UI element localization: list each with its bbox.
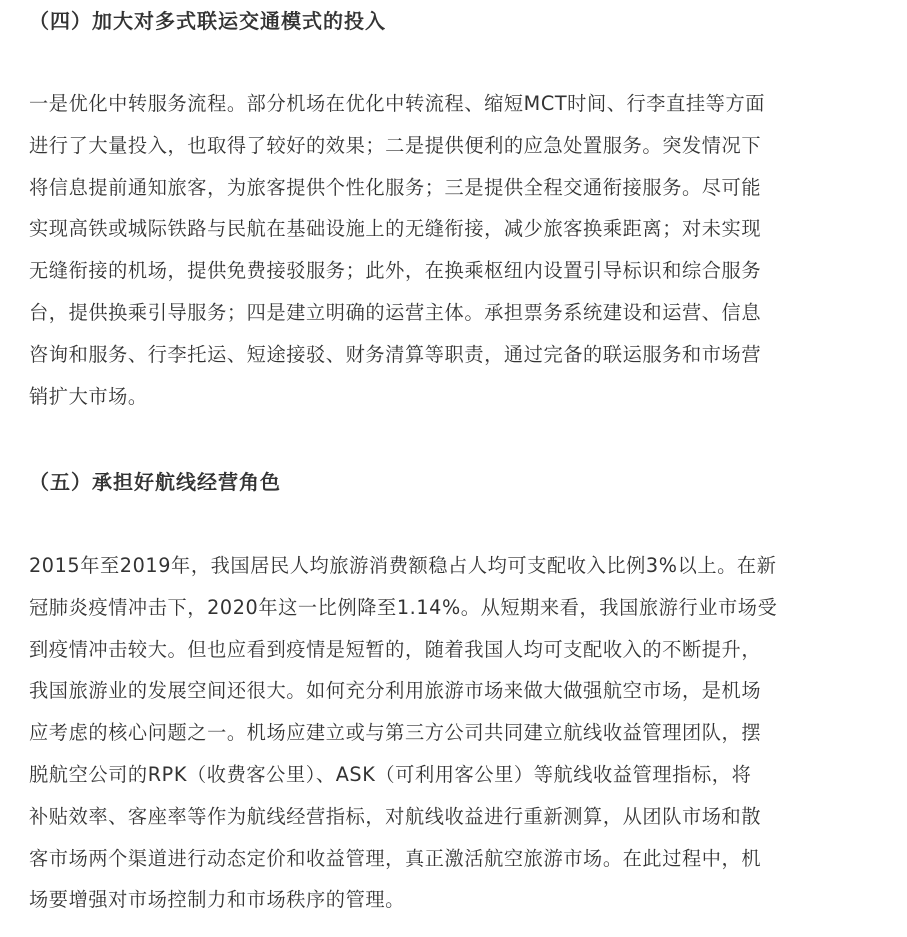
- section-paragraph-5: [29, 545, 875, 921]
- paragraph-line: 2015年至2019年，我国居民人均旅游消费额稳占人均可支配收入比例3%以上。在新: [29, 554, 777, 577]
- paragraph-line: 到疫情冲击较大。但也应看到疫情是短暂的，随着我国人均可支配收入的不断提升，: [29, 637, 762, 661]
- section-paragraph-4: [29, 83, 875, 417]
- paragraph-line: 冠肺炎疫情冲击下，2020年这一比例降至1.14%。从短期来看，我国旅游行业市场受: [29, 595, 778, 619]
- paragraph-line: 无缝衔接的机场，提供免费接驳服务；此外，在换乘枢纽内设置引导标识和综合服务: [29, 259, 762, 283]
- paragraph-line: 客市场两个渠道进行动态定价和收益管理，真正激活航空旅游市场。在此过程中，机: [29, 846, 762, 870]
- paragraph-line: 咨询和服务、行李托运、短途接驳、财务清算等职责，通过完备的联运服务和市场营: [29, 342, 762, 366]
- paragraph-line: 台，提供换乘引导服务；四是建立明确的运营主体。承担票务系统建设和运营、信息: [29, 300, 762, 324]
- paragraph-line: 销扩大市场。: [29, 384, 148, 408]
- section-heading-5: （五）承担好航线经营角色: [29, 470, 281, 494]
- section-heading-4: （四）加大对多式联运交通模式的投入: [29, 9, 386, 33]
- paragraph-line: 将信息提前通知旅客，为旅客提供个性化服务；三是提供全程交通衔接服务。尽可能: [29, 175, 762, 199]
- paragraph-line: 补贴效率、客座率等作为航线经营指标，对航线收益进行重新测算，从团队市场和散: [29, 804, 762, 828]
- paragraph-line: 场要增强对市场控制力和市场秩序的管理。: [29, 888, 405, 912]
- paragraph-line: 进行了大量投入，也取得了较好的效果；二是提供便利的应急处置服务。突发情况下: [29, 133, 762, 157]
- paragraph-line: 应考虑的核心问题之一。机场应建立或与第三方公司共同建立航线收益管理团队，摆: [29, 721, 762, 745]
- paragraph-line: 我国旅游业的发展空间还很大。如何充分利用旅游市场来做大做强航空市场，是机场: [29, 679, 762, 703]
- paragraph-line: 一是优化中转服务流程。部分机场在优化中转流程、缩短MCT时间、行李直挂等方面: [29, 92, 766, 115]
- paragraph-line: 脱航空公司的RPK（收费客公里）、ASK（可利用客公里）等航线收益管理指标，将: [29, 762, 752, 786]
- paragraph-line: 实现高铁或城际铁路与民航在基础设施上的无缝衔接，减少旅客换乘距离；对未实现: [29, 217, 762, 241]
